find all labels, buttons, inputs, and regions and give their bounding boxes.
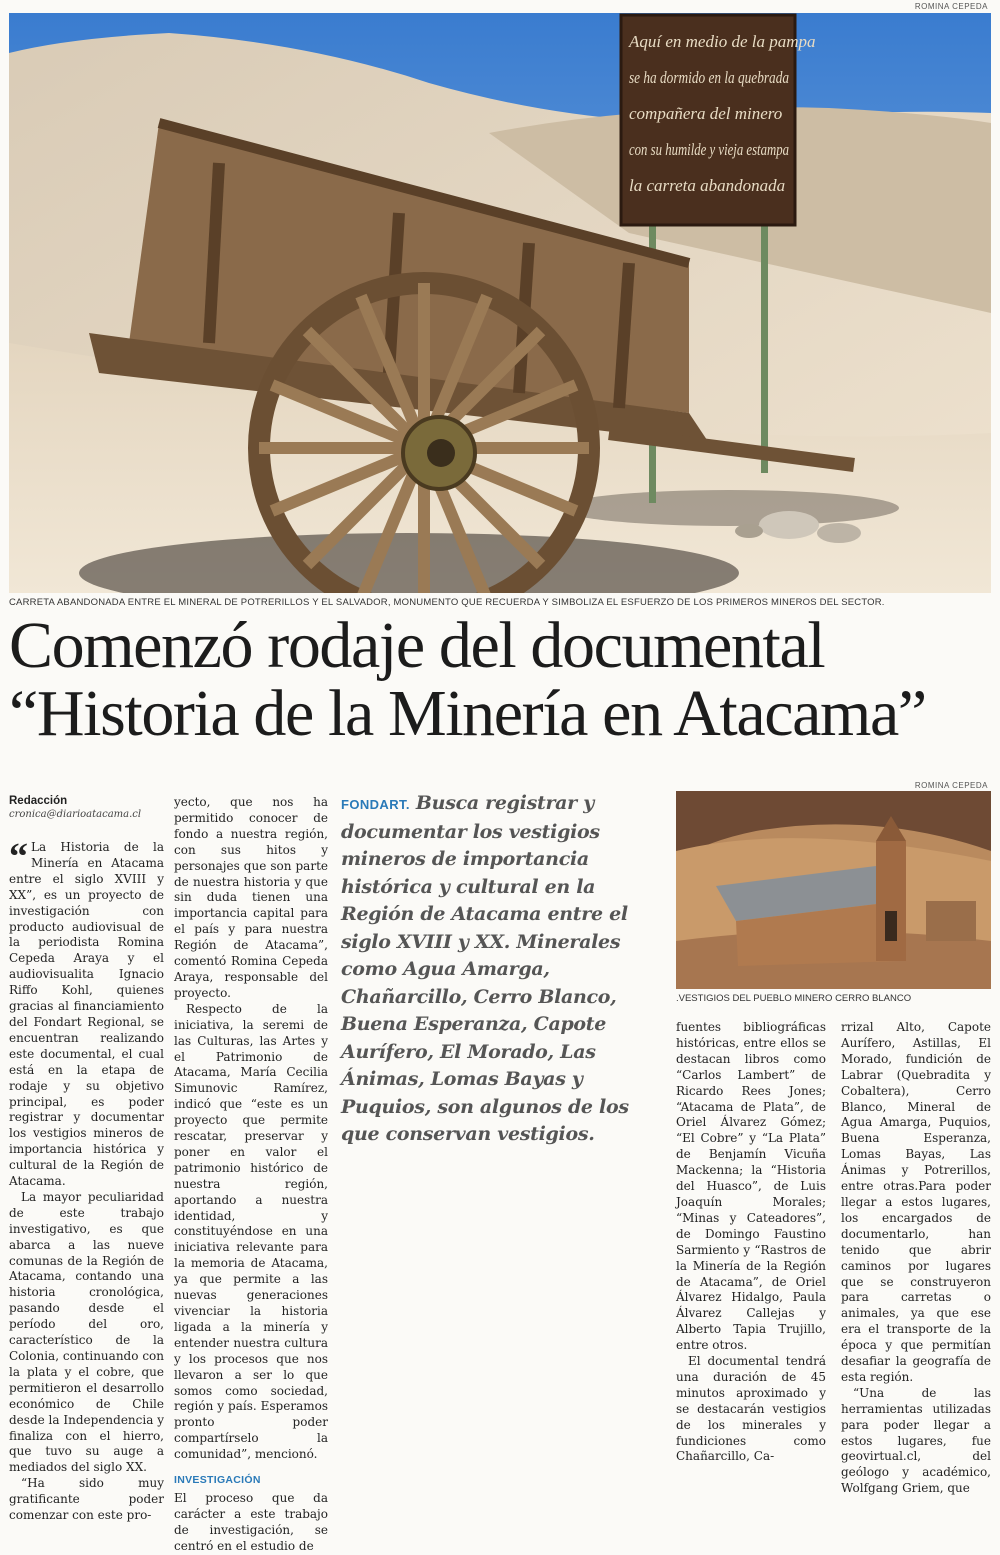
opening-quote-mark: “ (9, 836, 28, 878)
sign-line-3: compañera del minero (629, 104, 783, 123)
article-column-4 (676, 1020, 826, 1465)
article-column-5 (841, 1020, 991, 1497)
byline-email[interactable]: cronica@diarioatacama.cl (9, 809, 142, 820)
byline (9, 795, 164, 820)
pull-quote (341, 790, 661, 1149)
sign-line-5: la carreta abandonada (629, 176, 786, 195)
col2-paragraph-1: yecto, que nos ha permitido conocer de fondo a nuestra región, con sus hitos y personajes que son parte de nuestra historia y que sin duda tienen una importancia capital para el país y para nuestra Región de Atacama”, comentó Romina Cepeda Araya, responsable del proyecto. (174, 795, 328, 1000)
col2-paragraph-3: El proceso que da carácter a este trabajo de investigación, se centró en el estudio de (174, 1490, 328, 1553)
church-illustration (676, 791, 991, 989)
headline-line-2: “Historia de la Minería en Atacama” (9, 677, 926, 750)
sign-line-2: se ha dormido en la quebrada (629, 68, 789, 87)
pull-quote-tag: FONDART. (341, 797, 410, 812)
col4-paragraph-1: fuentes bibliográficas históricas, entre ellos se destacan libros como “Carlos Lambert” de Ricardo Rees Jones; “Atacama de Plata”, de Oriel Álvarez Gómez; “El Cobre” y “La Plata” de Benjamín Vicuña Mackenna; la “Historia del Huasco”, de Luis Joaquín Morales; “Minas y Cateadores”, de Domingo Faustino Sarmiento y “Rastros de la Minería de la Región de Atacama”, de Oriel Álvarez Hidalgo, Paula Álvarez Callejas y Alberto Tapia Trujillo, entre otros. (676, 1020, 826, 1353)
article-column-1 (9, 836, 164, 1524)
pull-quote-text: Busca registrar y documentar los vestigios mineros de importancia histórica y cultural en la Región de Atacama entre el siglo XVIII y XX. Minerales como Agua Amarga, Chañarcillo, Cerro Blanco, Buena Esperanza, Capote Aurífero, El Morado, Las Ánimas, Lomas Bayas y Puquios, son algunos de los que conservan vestigios. (341, 792, 629, 1145)
headline-line-1: Comenzó rodaje del documental (9, 609, 825, 682)
hero-illustration (9, 13, 991, 593)
col4-paragraph-2: El documental tendrá una duración de 45 minutos aproximado y se destacarán vestigios de los minerales y fundiciones como Chañarcillo, Ca- (676, 1354, 826, 1464)
hero-photo (9, 13, 991, 593)
col1-paragraph-2: La mayor peculiaridad de este trabajo investigativo, es que abarca a las nueve comunas de la Región de Atacama, contando una historia cronológica, pasando desde el período del oro, característico de la Colonia, continuando con la plata y el cobre, que permitieron el desarrollo económico de Chile desde la Independencia y finaliza con el hierro, que tuvo su auge a mediados del siglo XX. (9, 1189, 164, 1475)
hero-credit: ROMINA CEPEDA (914, 2, 988, 11)
byline-name: Redacción (9, 795, 68, 807)
subhead-investigacion: INVESTIGACIÓN (174, 1474, 261, 1487)
sign-line-1: Aquí en medio de la pampa (629, 32, 816, 51)
photo2-credit: ROMINA CEPEDA (914, 781, 988, 790)
col5-paragraph-2: “Una de las herramientas utilizadas para poder llegar a estos lugares, fue geovirtual.cl, del geólogo y académico, Wolfgang Griem, que (841, 1385, 991, 1496)
photo2-caption: .VESTIGIOS DEL PUEBLO MINERO CERRO BLANCO (676, 993, 912, 1004)
headline (9, 609, 994, 750)
church-photo (676, 791, 991, 989)
hero-caption: CARRETA ABANDONADA ENTRE EL MINERAL DE POTRERILLOS Y EL SALVADOR, MONUMENTO QUE RECUERDA Y SIMBOLIZA EL ESFUERZO DE LOS PRIMEROS MINEROS DEL SECTOR. (9, 597, 885, 608)
article-column-2 (174, 795, 328, 1555)
col1-paragraph-3: “Ha sido muy gratificante poder comenzar con este pro- (9, 1476, 164, 1523)
col2-paragraph-2: Respecto de la iniciativa, la seremi de las Culturas, las Artes y el Patrimonio de Atacama, María Cecilia Simunovic Ramírez, indicó que “este es un proyecto que permite rescatar, preservar y poner en valor el patrimonio histórico de nuestra región, aportando a nuestra identidad, y constituyéndose en una iniciativa relevante para la memoria de Atacama, ya que permite a las nuevas generaciones vivenciar la historia ligada a la minería y entender nuestra cultura y los procesos que nos llevaron a ser lo que somos como sociedad, región y país. Esperamos pronto poder compartírselo la comunidad”, mencionó. (174, 1001, 328, 1462)
col1-paragraph-1: La Historia de la Minería en Atacama entre el siglo XVIII y XX”, es un proyecto de investigación con producto audiovisual de la periodista Romina Cepeda Araya y el audiovisualita Ignacio Riffo Kohl, quienes gracias al financiamiento del Fondart Regional, se encuentran realizando este documental, el cual está en la etapa de rodaje y su objetivo principal, es poder registrar y documentar los vestigios mineros de importancia histórica y cultural de la Región de Atacama. (9, 840, 164, 1189)
sign-line-4: con su humilde y vieja estampa (629, 140, 789, 159)
col5-paragraph-1: rrizal Alto, Capote Aurífero, Astillas, El Morado, fundición de Labrar (Quebradita y Cobaltera), Cerro Blanco, Mineral de Agua Amarga, Puquios, Buena Esperanza, Lomas Bayas, Las Ánimas y Potrerillos, entre otras.Para poder llegar a estos lugares, los encargados de documentarlo, han tenido que abrir caminos por lugares que se construyeron para carretas o animales, ya que ese era el transporte de la época y que permitían desafiar la geografía de esta región. (841, 1020, 991, 1384)
